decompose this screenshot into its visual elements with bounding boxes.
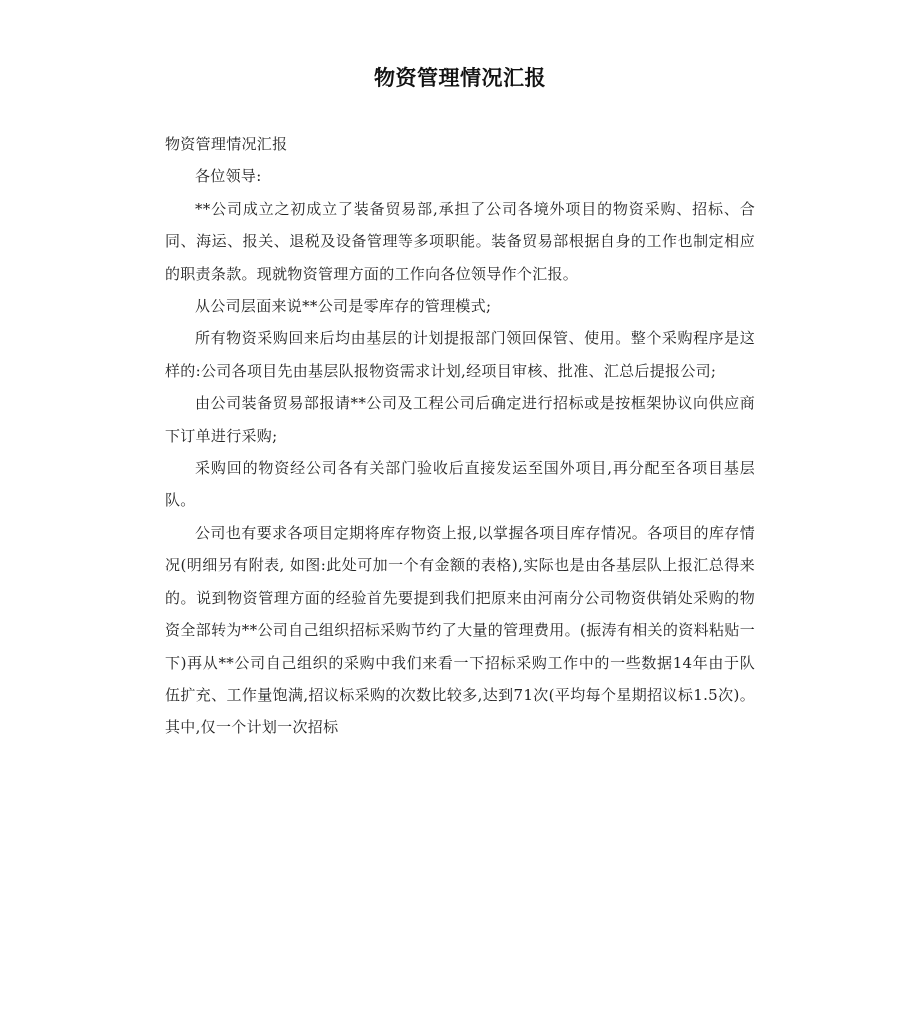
paragraph-tendering: 由公司装备贸易部报请**公司及工程公司后确定进行招标或是按框架协议向供应商下订单进行采购;: [165, 394, 755, 445]
document-title: 物资管理情况汇报: [374, 66, 546, 90]
paragraph-intro: **公司成立之初成立了装备贸易部,承担了公司各境外项目的物资采购、招标、合同、海运、报关、退税及设备管理等多项职能。装备贸易部根据自身的工作也制定相应的职责条款。现就物资管理方面的工作向各位领导作个汇报。: [165, 199, 755, 283]
document-body: [165, 128, 755, 744]
paragraph-experience: 公司也有要求各项目定期将库存物资上报,以掌握各项目库存情况。各项目的库存情况(明细另有附表, 如图:此处可加一个有金额的表格),实际也是由各基层队上报汇总得来的。说到物资管理方面的经验首先要提到我们把原来由河南分公司物资供销处采购的物资全部转为**公司自己组织招标采购节约了大量的管理费用。(振涛有相关的资料粘贴一下)再从**公司自己组织的采购中我们来看一下招标采购工作中的一些数据14年由于队伍扩充、工作量饱满,招议标采购的次数比较多,达到71次(平均每个星期招议标1.5次)。其中,仅一个计划一次招标: [165, 523, 755, 737]
paragraph-procedure: 所有物资采购回来后均由基层的计划提报部门领回保管、使用。整个采购程序是这样的:公司各项目先由基层队报物资需求计划,经项目审核、批准、汇总后提报公司;: [165, 329, 755, 380]
paragraph-shipping: 采购回的物资经公司各有关部门验收后直接发运至国外项目,再分配至各项目基层队。: [165, 459, 755, 510]
salutation: 各位领导:: [195, 167, 262, 186]
paragraph-inventory-mode: 从公司层面来说**公司是零库存的管理模式;: [195, 297, 492, 316]
body-heading: 物资管理情况汇报: [165, 135, 288, 153]
